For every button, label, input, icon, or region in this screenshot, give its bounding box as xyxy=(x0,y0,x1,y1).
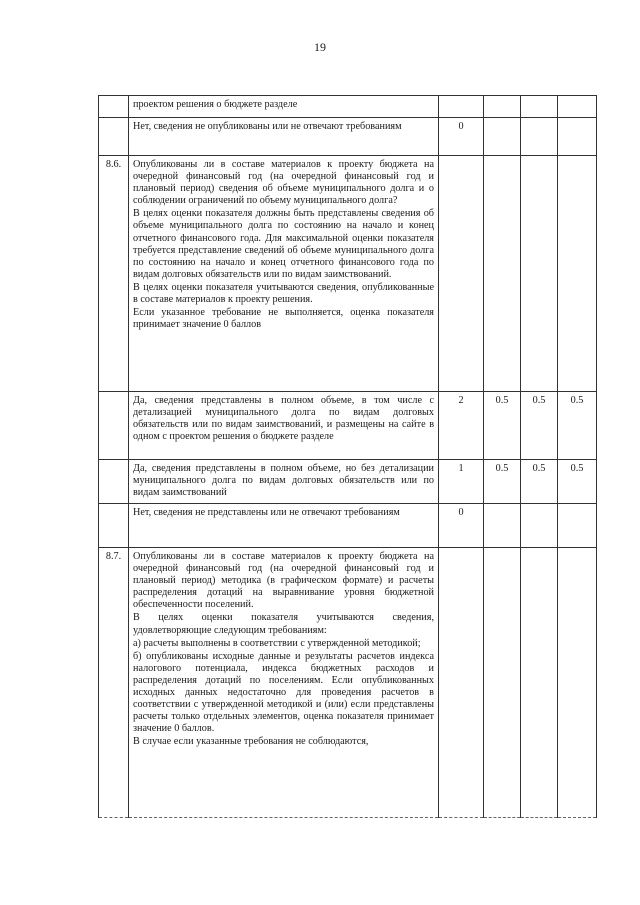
criterion-text-cell xyxy=(129,156,439,392)
score-cell: 2 xyxy=(439,392,484,460)
coefficient-cell-2: 0.5 xyxy=(521,392,558,460)
item-number-cell xyxy=(99,460,129,504)
criterion-paragraph: Да, сведения представлены в полном объеме, но без детализации муниципального долга по видам долговых обязательств или по видам заимствований xyxy=(133,463,434,499)
item-number-cell xyxy=(99,392,129,460)
criterion-paragraph: Опубликованы ли в составе материалов к проекту бюджета на очередной финансовый год (на очередной финансовый год и плановый период) методика (в графическом формате) и расчеты распределения дотаций на выравнивание уровня бюджетной обеспеченности поселений. xyxy=(133,551,434,611)
criterion-paragraph: а) расчеты выполнены в соответствии с утвержденной методикой; xyxy=(133,637,421,649)
table-row xyxy=(99,96,597,118)
coefficient-cell-3 xyxy=(558,504,597,548)
criterion-paragraph: Да, сведения представлены в полном объеме, в том числе с детализацией муниципального долга по видам долговых обязательств или по видам заимствований, и размещены на сайте в одном с проектом решения о бюджете разделе xyxy=(133,395,434,443)
criterion-paragraph: Опубликованы ли в составе материалов к проекту бюджета на очередной финансовый год (на очередной финансовый год и плановый период) сведения об объеме муниципального долга и о соблюдении ограничений по объему муниципального долга? xyxy=(133,159,434,207)
table-row xyxy=(99,392,597,460)
score-cell: 0 xyxy=(439,504,484,548)
table-row xyxy=(99,460,597,504)
criterion-paragraph: Если указанное требование не выполняется, оценка показателя принимает значение 0 баллов xyxy=(133,307,434,331)
coefficient-cell-2: 0.5 xyxy=(521,460,558,504)
criterion-paragraph: Нет, сведения не представлены или не отвечают требованиям xyxy=(133,507,400,518)
criterion-text-cell xyxy=(129,96,439,118)
coefficient-cell-1 xyxy=(484,156,521,392)
coefficient-cell-2 xyxy=(521,156,558,392)
criteria-table-body xyxy=(99,96,597,818)
page-number: 19 xyxy=(314,40,326,54)
criterion-paragraph: В целях оценки показателя учитываются сведения, удовлетворяющие следующим требованиям: xyxy=(133,612,434,636)
coefficient-cell-3: 0.5 xyxy=(558,392,597,460)
coefficient-cell-3 xyxy=(558,96,597,118)
criterion-paragraph: проектом решения о бюджете разделе xyxy=(133,99,298,110)
criterion-paragraph: В целях оценки показателя должны быть представлены сведения об объеме муниципального долга по состоянию на начало и конец отчетного финансового года. Для максимальной оценки показателя требуется представление сведений об объеме муниципального долга по состоянию на начало и конец отчетного финансового года по видам долговых обязательств или по видам заимствований. xyxy=(133,208,434,280)
criterion-paragraph: В случае если указанные требования не соблюдаются, xyxy=(133,736,369,748)
score-cell xyxy=(439,96,484,118)
item-number-cell: 8.6. xyxy=(99,156,129,392)
criterion-text-cell xyxy=(129,548,439,818)
coefficient-cell-2 xyxy=(521,118,558,156)
criterion-paragraph: б) опубликованы исходные данные и результаты расчетов индекса налогового потенциала, индекса бюджетных расходов и распределения дотаций по поселениям. Если опубликованных исходных данных недостаточно для проведения расчетов в соответствии с утвержденной методикой и (или) если представлены расчеты только отдельных элементов, оценка показателя принимает значение 0 баллов. xyxy=(133,650,434,735)
coefficient-cell-2 xyxy=(521,548,558,818)
item-number-cell: 8.7. xyxy=(99,548,129,818)
item-number-cell xyxy=(99,118,129,156)
coefficient-cell-3: 0.5 xyxy=(558,460,597,504)
score-cell: 1 xyxy=(439,460,484,504)
item-number-cell xyxy=(99,96,129,118)
score-cell xyxy=(439,156,484,392)
score-cell: 0 xyxy=(439,118,484,156)
criterion-text-cell xyxy=(129,118,439,156)
coefficient-cell-2 xyxy=(521,504,558,548)
criterion-text-cell xyxy=(129,460,439,504)
coefficient-cell-1 xyxy=(484,96,521,118)
table-row xyxy=(99,156,597,392)
criterion-paragraph: В целях оценки показателя учитываются сведения, опубликованные в составе материалов к проекту решения. xyxy=(133,281,434,306)
coefficient-cell-1: 0.5 xyxy=(484,460,521,504)
coefficient-cell-1 xyxy=(484,118,521,156)
coefficient-cell-1: 0.5 xyxy=(484,392,521,460)
item-number-cell xyxy=(99,504,129,548)
score-cell xyxy=(439,548,484,818)
table-row xyxy=(99,548,597,818)
table-row xyxy=(99,118,597,156)
coefficient-cell-3 xyxy=(558,548,597,818)
criteria-table xyxy=(98,95,597,818)
table-row xyxy=(99,504,597,548)
coefficient-cell-3 xyxy=(558,118,597,156)
coefficient-cell-1 xyxy=(484,548,521,818)
criterion-paragraph: Нет, сведения не опубликованы или не отвечают требованиям xyxy=(133,121,402,132)
criterion-text-cell xyxy=(129,392,439,460)
coefficient-cell-3 xyxy=(558,156,597,392)
criterion-text-cell xyxy=(129,504,439,548)
coefficient-cell-2 xyxy=(521,96,558,118)
coefficient-cell-1 xyxy=(484,504,521,548)
